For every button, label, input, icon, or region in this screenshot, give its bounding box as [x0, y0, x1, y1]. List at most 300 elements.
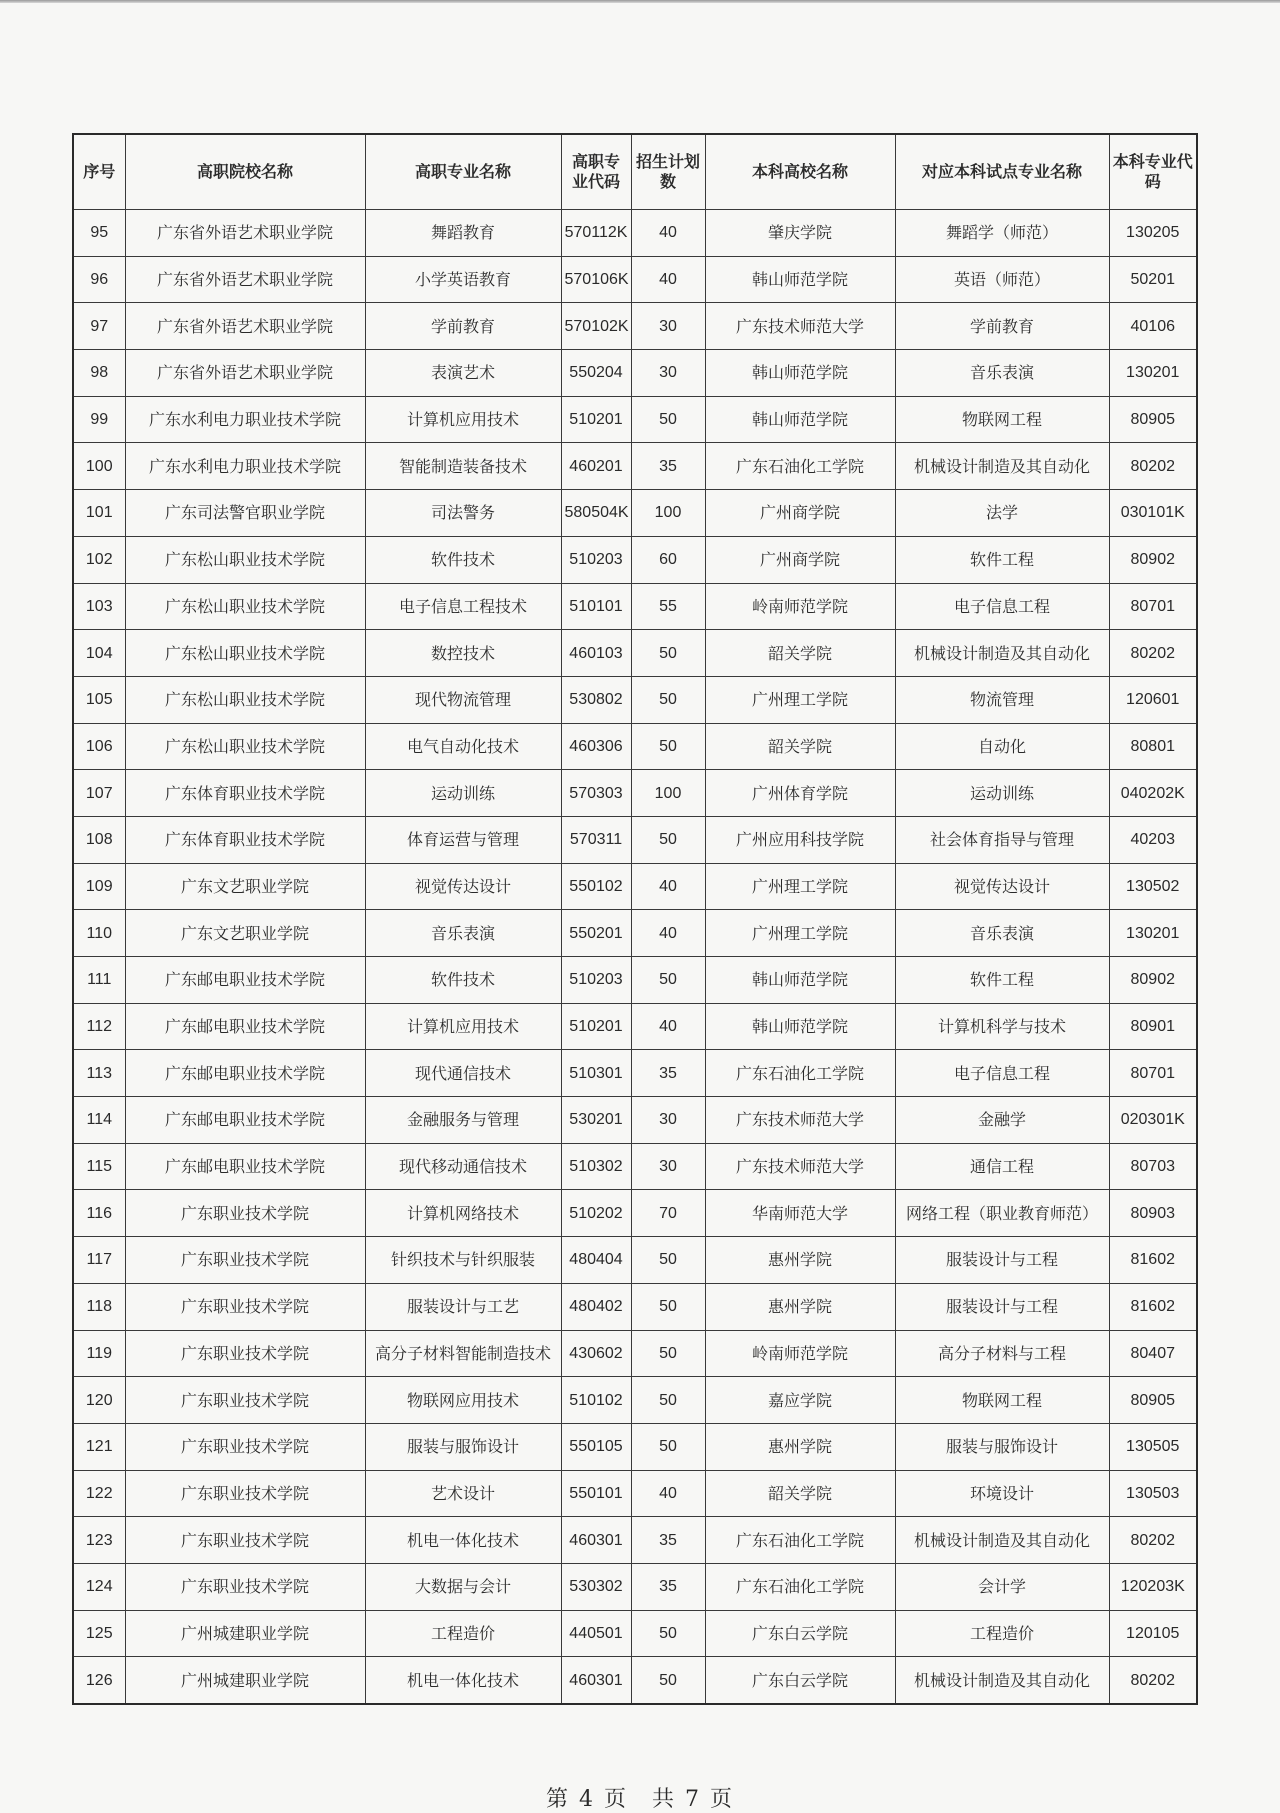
cell-undergrad-code: 80202 [1109, 1657, 1197, 1704]
cell-pilot-major: 电子信息工程 [895, 583, 1109, 630]
cell-seq: 119 [73, 1330, 125, 1377]
cell-university: 广东技术师范大学 [705, 1143, 895, 1190]
cell-undergrad-code: 130503 [1109, 1470, 1197, 1517]
cell-undergrad-code: 80903 [1109, 1190, 1197, 1237]
cell-vocational-major: 现代通信技术 [365, 1050, 561, 1097]
cell-vocational-major: 小学英语教育 [365, 256, 561, 303]
cell-vocational-major: 艺术设计 [365, 1470, 561, 1517]
table-row [73, 1470, 1197, 1517]
cell-enrollment-plan: 100 [631, 490, 705, 537]
cell-vocational-college: 广东松山职业技术学院 [125, 723, 365, 770]
cell-pilot-major: 网络工程（职业教育师范） [895, 1190, 1109, 1237]
cell-undergrad-code: 81602 [1109, 1283, 1197, 1330]
cell-vocational-code: 570112K [561, 210, 631, 257]
cell-vocational-code: 510201 [561, 1003, 631, 1050]
cell-undergrad-code: 80202 [1109, 630, 1197, 677]
cell-university: 广东石油化工学院 [705, 1563, 895, 1610]
header-university: 本科高校名称 [705, 134, 895, 210]
cell-university: 岭南师范学院 [705, 1330, 895, 1377]
table-row [73, 1050, 1197, 1097]
cell-enrollment-plan: 70 [631, 1190, 705, 1237]
cell-pilot-major: 软件工程 [895, 957, 1109, 1004]
cell-undergrad-code: 120203K [1109, 1563, 1197, 1610]
header-undergrad-code: 本科专业代码 [1109, 134, 1197, 210]
cell-seq: 122 [73, 1470, 125, 1517]
table-row [73, 1330, 1197, 1377]
cell-undergrad-code: 80202 [1109, 1517, 1197, 1564]
cell-enrollment-plan: 35 [631, 1563, 705, 1610]
cell-undergrad-code: 120105 [1109, 1610, 1197, 1657]
cell-enrollment-plan: 55 [631, 583, 705, 630]
cell-pilot-major: 金融学 [895, 1097, 1109, 1144]
table-body [73, 210, 1197, 1705]
cell-undergrad-code: 130205 [1109, 210, 1197, 257]
cell-pilot-major: 服装与服饰设计 [895, 1423, 1109, 1470]
cell-vocational-major: 软件技术 [365, 957, 561, 1004]
cell-undergrad-code: 80701 [1109, 583, 1197, 630]
cell-vocational-major: 现代移动通信技术 [365, 1143, 561, 1190]
table-header [73, 134, 1197, 210]
cell-vocational-major: 数控技术 [365, 630, 561, 677]
cell-vocational-code: 550105 [561, 1423, 631, 1470]
table-row [73, 723, 1197, 770]
cell-university: 广东白云学院 [705, 1610, 895, 1657]
cell-vocational-major: 现代物流管理 [365, 676, 561, 723]
cell-seq: 116 [73, 1190, 125, 1237]
table-row [73, 490, 1197, 537]
cell-vocational-major: 软件技术 [365, 536, 561, 583]
cell-enrollment-plan: 50 [631, 676, 705, 723]
cell-vocational-code: 480404 [561, 1237, 631, 1284]
cell-vocational-major: 大数据与会计 [365, 1563, 561, 1610]
cell-vocational-major: 智能制造装备技术 [365, 443, 561, 490]
cell-vocational-code: 510301 [561, 1050, 631, 1097]
cell-seq: 105 [73, 676, 125, 723]
cell-vocational-code: 510102 [561, 1377, 631, 1424]
cell-vocational-major: 金融服务与管理 [365, 1097, 561, 1144]
cell-enrollment-plan: 60 [631, 536, 705, 583]
cell-vocational-college: 广东文艺职业学院 [125, 863, 365, 910]
cell-vocational-code: 510203 [561, 536, 631, 583]
table-row [73, 1563, 1197, 1610]
table-row [73, 957, 1197, 1004]
table-row [73, 1097, 1197, 1144]
cell-vocational-college: 广东松山职业技术学院 [125, 630, 365, 677]
cell-pilot-major: 机械设计制造及其自动化 [895, 630, 1109, 677]
cell-vocational-major: 针织技术与针织服装 [365, 1237, 561, 1284]
cell-university: 惠州学院 [705, 1423, 895, 1470]
cell-vocational-major: 体育运营与管理 [365, 816, 561, 863]
cell-university: 广东技术师范大学 [705, 303, 895, 350]
cell-vocational-code: 510203 [561, 957, 631, 1004]
cell-seq: 115 [73, 1143, 125, 1190]
cell-undergrad-code: 81602 [1109, 1237, 1197, 1284]
table-row [73, 256, 1197, 303]
cell-university: 岭南师范学院 [705, 583, 895, 630]
cell-vocational-college: 广东职业技术学院 [125, 1470, 365, 1517]
cell-enrollment-plan: 35 [631, 1050, 705, 1097]
table-row [73, 676, 1197, 723]
cell-university: 韩山师范学院 [705, 350, 895, 397]
cell-vocational-college: 广东职业技术学院 [125, 1563, 365, 1610]
cell-pilot-major: 运动训练 [895, 770, 1109, 817]
cell-seq: 96 [73, 256, 125, 303]
cell-vocational-code: 570102K [561, 303, 631, 350]
page-footer: 第 4 页 共 7 页 [546, 1787, 734, 1812]
cell-vocational-college: 广东省外语艺术职业学院 [125, 350, 365, 397]
cell-university: 广州商学院 [705, 536, 895, 583]
cell-enrollment-plan: 40 [631, 256, 705, 303]
cell-vocational-college: 广东邮电职业技术学院 [125, 1097, 365, 1144]
cell-vocational-major: 视觉传达设计 [365, 863, 561, 910]
cell-pilot-major: 音乐表演 [895, 350, 1109, 397]
cell-university: 广东石油化工学院 [705, 443, 895, 490]
cell-vocational-code: 550101 [561, 1470, 631, 1517]
cell-enrollment-plan: 50 [631, 1283, 705, 1330]
cell-pilot-major: 机械设计制造及其自动化 [895, 443, 1109, 490]
cell-enrollment-plan: 40 [631, 910, 705, 957]
cell-pilot-major: 计算机科学与技术 [895, 1003, 1109, 1050]
cell-university: 韩山师范学院 [705, 256, 895, 303]
cell-vocational-code: 530302 [561, 1563, 631, 1610]
cell-vocational-college: 广东省外语艺术职业学院 [125, 303, 365, 350]
cell-enrollment-plan: 50 [631, 1610, 705, 1657]
cell-vocational-college: 广东邮电职业技术学院 [125, 1143, 365, 1190]
table-row [73, 1610, 1197, 1657]
cell-enrollment-plan: 50 [631, 1330, 705, 1377]
cell-vocational-code: 460201 [561, 443, 631, 490]
cell-pilot-major: 英语（师范） [895, 256, 1109, 303]
cell-vocational-college: 广东职业技术学院 [125, 1423, 365, 1470]
cell-pilot-major: 视觉传达设计 [895, 863, 1109, 910]
cell-pilot-major: 自动化 [895, 723, 1109, 770]
cell-vocational-major: 音乐表演 [365, 910, 561, 957]
cell-pilot-major: 通信工程 [895, 1143, 1109, 1190]
cell-seq: 102 [73, 536, 125, 583]
cell-undergrad-code: 40106 [1109, 303, 1197, 350]
cell-enrollment-plan: 40 [631, 1003, 705, 1050]
cell-vocational-college: 广东职业技术学院 [125, 1237, 365, 1284]
cell-vocational-college: 广东邮电职业技术学院 [125, 957, 365, 1004]
cell-university: 肇庆学院 [705, 210, 895, 257]
cell-vocational-major: 计算机网络技术 [365, 1190, 561, 1237]
cell-vocational-college: 广东职业技术学院 [125, 1517, 365, 1564]
cell-undergrad-code: 50201 [1109, 256, 1197, 303]
cell-vocational-major: 服装设计与工艺 [365, 1283, 561, 1330]
cell-undergrad-code: 030101K [1109, 490, 1197, 537]
cell-enrollment-plan: 40 [631, 210, 705, 257]
cell-university: 广州应用科技学院 [705, 816, 895, 863]
cell-vocational-college: 广东水利电力职业技术学院 [125, 443, 365, 490]
cell-seq: 117 [73, 1237, 125, 1284]
cell-enrollment-plan: 50 [631, 1657, 705, 1704]
cell-vocational-code: 480402 [561, 1283, 631, 1330]
cell-vocational-college: 广东水利电力职业技术学院 [125, 396, 365, 443]
table-row [73, 910, 1197, 957]
cell-undergrad-code: 130502 [1109, 863, 1197, 910]
cell-undergrad-code: 80703 [1109, 1143, 1197, 1190]
cell-vocational-major: 计算机应用技术 [365, 1003, 561, 1050]
cell-seq: 124 [73, 1563, 125, 1610]
cell-seq: 125 [73, 1610, 125, 1657]
table-row [73, 863, 1197, 910]
cell-seq: 99 [73, 396, 125, 443]
table-row [73, 630, 1197, 677]
cell-vocational-college: 广东邮电职业技术学院 [125, 1003, 365, 1050]
cell-university: 嘉应学院 [705, 1377, 895, 1424]
cell-seq: 121 [73, 1423, 125, 1470]
cell-university: 广东技术师范大学 [705, 1097, 895, 1144]
cell-enrollment-plan: 50 [631, 1237, 705, 1284]
cell-vocational-code: 460301 [561, 1657, 631, 1704]
cell-seq: 101 [73, 490, 125, 537]
table-row [73, 1190, 1197, 1237]
cell-vocational-college: 广东职业技术学院 [125, 1330, 365, 1377]
cell-university: 广东白云学院 [705, 1657, 895, 1704]
cell-enrollment-plan: 50 [631, 396, 705, 443]
cell-vocational-code: 440501 [561, 1610, 631, 1657]
cell-university: 韶关学院 [705, 723, 895, 770]
cell-pilot-major: 服装设计与工程 [895, 1283, 1109, 1330]
cell-undergrad-code: 130201 [1109, 350, 1197, 397]
cell-undergrad-code: 80801 [1109, 723, 1197, 770]
cell-vocational-code: 430602 [561, 1330, 631, 1377]
cell-seq: 108 [73, 816, 125, 863]
cell-undergrad-code: 80202 [1109, 443, 1197, 490]
table-row [73, 303, 1197, 350]
cell-vocational-code: 570311 [561, 816, 631, 863]
cell-vocational-major: 服装与服饰设计 [365, 1423, 561, 1470]
table-row [73, 1143, 1197, 1190]
cell-vocational-code: 510302 [561, 1143, 631, 1190]
table-row [73, 210, 1197, 257]
cell-pilot-major: 法学 [895, 490, 1109, 537]
cell-seq: 95 [73, 210, 125, 257]
cell-university: 广州理工学院 [705, 910, 895, 957]
cell-pilot-major: 机械设计制造及其自动化 [895, 1517, 1109, 1564]
cell-vocational-college: 广东松山职业技术学院 [125, 676, 365, 723]
cell-enrollment-plan: 50 [631, 957, 705, 1004]
header-pilot-major: 对应本科试点专业名称 [895, 134, 1109, 210]
cell-vocational-code: 550102 [561, 863, 631, 910]
cell-seq: 120 [73, 1377, 125, 1424]
cell-vocational-code: 460306 [561, 723, 631, 770]
cell-pilot-major: 高分子材料与工程 [895, 1330, 1109, 1377]
cell-vocational-code: 580504K [561, 490, 631, 537]
cell-pilot-major: 电子信息工程 [895, 1050, 1109, 1097]
table-row [73, 443, 1197, 490]
cell-seq: 100 [73, 443, 125, 490]
cell-seq: 118 [73, 1283, 125, 1330]
cell-pilot-major: 社会体育指导与管理 [895, 816, 1109, 863]
cell-university: 韩山师范学院 [705, 1003, 895, 1050]
header-enrollment-plan: 招生计划数 [631, 134, 705, 210]
cell-pilot-major: 环境设计 [895, 1470, 1109, 1517]
cell-vocational-major: 高分子材料智能制造技术 [365, 1330, 561, 1377]
cell-vocational-code: 530201 [561, 1097, 631, 1144]
cell-undergrad-code: 80901 [1109, 1003, 1197, 1050]
cell-enrollment-plan: 50 [631, 816, 705, 863]
cell-seq: 111 [73, 957, 125, 1004]
cell-seq: 104 [73, 630, 125, 677]
cell-vocational-code: 510201 [561, 396, 631, 443]
cell-enrollment-plan: 50 [631, 1423, 705, 1470]
cell-seq: 97 [73, 303, 125, 350]
cell-university: 韩山师范学院 [705, 396, 895, 443]
cell-vocational-code: 530802 [561, 676, 631, 723]
cell-vocational-code: 510101 [561, 583, 631, 630]
cell-vocational-code: 510202 [561, 1190, 631, 1237]
cell-seq: 113 [73, 1050, 125, 1097]
header-vocational-major: 高职专业名称 [365, 134, 561, 210]
cell-university: 广州商学院 [705, 490, 895, 537]
table-row [73, 816, 1197, 863]
cell-undergrad-code: 80905 [1109, 396, 1197, 443]
cell-university: 韶关学院 [705, 630, 895, 677]
cell-vocational-major: 机电一体化技术 [365, 1657, 561, 1704]
cell-vocational-college: 广东文艺职业学院 [125, 910, 365, 957]
cell-university: 华南师范大学 [705, 1190, 895, 1237]
cell-undergrad-code: 80902 [1109, 536, 1197, 583]
cell-vocational-major: 机电一体化技术 [365, 1517, 561, 1564]
cell-enrollment-plan: 30 [631, 350, 705, 397]
header-seq: 序号 [73, 134, 125, 210]
cell-pilot-major: 机械设计制造及其自动化 [895, 1657, 1109, 1704]
cell-undergrad-code: 020301K [1109, 1097, 1197, 1144]
cell-vocational-college: 广东司法警官职业学院 [125, 490, 365, 537]
header-vocational-college: 高职院校名称 [125, 134, 365, 210]
cell-undergrad-code: 80905 [1109, 1377, 1197, 1424]
cell-undergrad-code: 130201 [1109, 910, 1197, 957]
cell-vocational-college: 广东职业技术学院 [125, 1190, 365, 1237]
header-vocational-code: 高职专业代码 [561, 134, 631, 210]
cell-vocational-college: 广东松山职业技术学院 [125, 583, 365, 630]
cell-pilot-major: 服装设计与工程 [895, 1237, 1109, 1284]
cell-enrollment-plan: 50 [631, 1377, 705, 1424]
cell-vocational-major: 工程造价 [365, 1610, 561, 1657]
cell-undergrad-code: 80902 [1109, 957, 1197, 1004]
cell-pilot-major: 会计学 [895, 1563, 1109, 1610]
scan-top-edge [0, 0, 1280, 3]
cell-vocational-code: 570303 [561, 770, 631, 817]
table-row [73, 1377, 1197, 1424]
cell-pilot-major: 工程造价 [895, 1610, 1109, 1657]
cell-pilot-major: 物联网工程 [895, 396, 1109, 443]
cell-university: 广州理工学院 [705, 676, 895, 723]
cell-university: 广东石油化工学院 [705, 1517, 895, 1564]
table-row [73, 396, 1197, 443]
cell-vocational-major: 学前教育 [365, 303, 561, 350]
cell-seq: 109 [73, 863, 125, 910]
cell-university: 韩山师范学院 [705, 957, 895, 1004]
document-sheet [72, 133, 1196, 1705]
cell-vocational-college: 广东省外语艺术职业学院 [125, 210, 365, 257]
cell-vocational-code: 570106K [561, 256, 631, 303]
cell-university: 惠州学院 [705, 1283, 895, 1330]
table-row [73, 350, 1197, 397]
cell-vocational-college: 广州城建职业学院 [125, 1657, 365, 1704]
cell-enrollment-plan: 50 [631, 723, 705, 770]
cell-undergrad-code: 40203 [1109, 816, 1197, 863]
cell-vocational-college: 广东邮电职业技术学院 [125, 1050, 365, 1097]
cell-enrollment-plan: 50 [631, 630, 705, 677]
cell-enrollment-plan: 40 [631, 863, 705, 910]
cell-university: 广州理工学院 [705, 863, 895, 910]
cell-vocational-major: 物联网应用技术 [365, 1377, 561, 1424]
cell-vocational-major: 表演艺术 [365, 350, 561, 397]
cell-enrollment-plan: 40 [631, 1470, 705, 1517]
cell-enrollment-plan: 30 [631, 1097, 705, 1144]
cell-seq: 103 [73, 583, 125, 630]
cell-undergrad-code: 80407 [1109, 1330, 1197, 1377]
table-row [73, 1657, 1197, 1704]
cell-undergrad-code: 130505 [1109, 1423, 1197, 1470]
header-row [73, 134, 1197, 210]
cell-university: 广州体育学院 [705, 770, 895, 817]
cell-university: 广东石油化工学院 [705, 1050, 895, 1097]
cell-vocational-college: 广东省外语艺术职业学院 [125, 256, 365, 303]
cell-vocational-major: 司法警务 [365, 490, 561, 537]
table-row [73, 1237, 1197, 1284]
cell-seq: 98 [73, 350, 125, 397]
cell-pilot-major: 舞蹈学（师范） [895, 210, 1109, 257]
cell-seq: 107 [73, 770, 125, 817]
cell-seq: 112 [73, 1003, 125, 1050]
cell-pilot-major: 学前教育 [895, 303, 1109, 350]
cell-vocational-college: 广东体育职业技术学院 [125, 816, 365, 863]
cell-undergrad-code: 120601 [1109, 676, 1197, 723]
cell-pilot-major: 软件工程 [895, 536, 1109, 583]
cell-university: 韶关学院 [705, 1470, 895, 1517]
table-row [73, 1283, 1197, 1330]
cell-enrollment-plan: 35 [631, 1517, 705, 1564]
cell-undergrad-code: 040202K [1109, 770, 1197, 817]
cell-enrollment-plan: 35 [631, 443, 705, 490]
cell-enrollment-plan: 100 [631, 770, 705, 817]
cell-pilot-major: 物流管理 [895, 676, 1109, 723]
table-row [73, 583, 1197, 630]
table-row [73, 1003, 1197, 1050]
cell-vocational-college: 广东体育职业技术学院 [125, 770, 365, 817]
cell-university: 惠州学院 [705, 1237, 895, 1284]
cell-seq: 106 [73, 723, 125, 770]
cell-vocational-college: 广东职业技术学院 [125, 1283, 365, 1330]
cell-pilot-major: 物联网工程 [895, 1377, 1109, 1424]
cell-undergrad-code: 80701 [1109, 1050, 1197, 1097]
cell-enrollment-plan: 30 [631, 303, 705, 350]
table-row [73, 1423, 1197, 1470]
cell-vocational-major: 计算机应用技术 [365, 396, 561, 443]
cell-vocational-code: 550204 [561, 350, 631, 397]
program-table [72, 133, 1198, 1705]
cell-vocational-code: 550201 [561, 910, 631, 957]
cell-vocational-major: 运动训练 [365, 770, 561, 817]
cell-pilot-major: 音乐表演 [895, 910, 1109, 957]
cell-vocational-college: 广东松山职业技术学院 [125, 536, 365, 583]
cell-vocational-college: 广东职业技术学院 [125, 1377, 365, 1424]
cell-vocational-major: 舞蹈教育 [365, 210, 561, 257]
cell-seq: 123 [73, 1517, 125, 1564]
table-row [73, 1517, 1197, 1564]
table-row [73, 536, 1197, 583]
cell-enrollment-plan: 30 [631, 1143, 705, 1190]
cell-vocational-college: 广州城建职业学院 [125, 1610, 365, 1657]
cell-seq: 110 [73, 910, 125, 957]
cell-vocational-major: 电子信息工程技术 [365, 583, 561, 630]
cell-seq: 114 [73, 1097, 125, 1144]
cell-vocational-major: 电气自动化技术 [365, 723, 561, 770]
cell-vocational-code: 460103 [561, 630, 631, 677]
